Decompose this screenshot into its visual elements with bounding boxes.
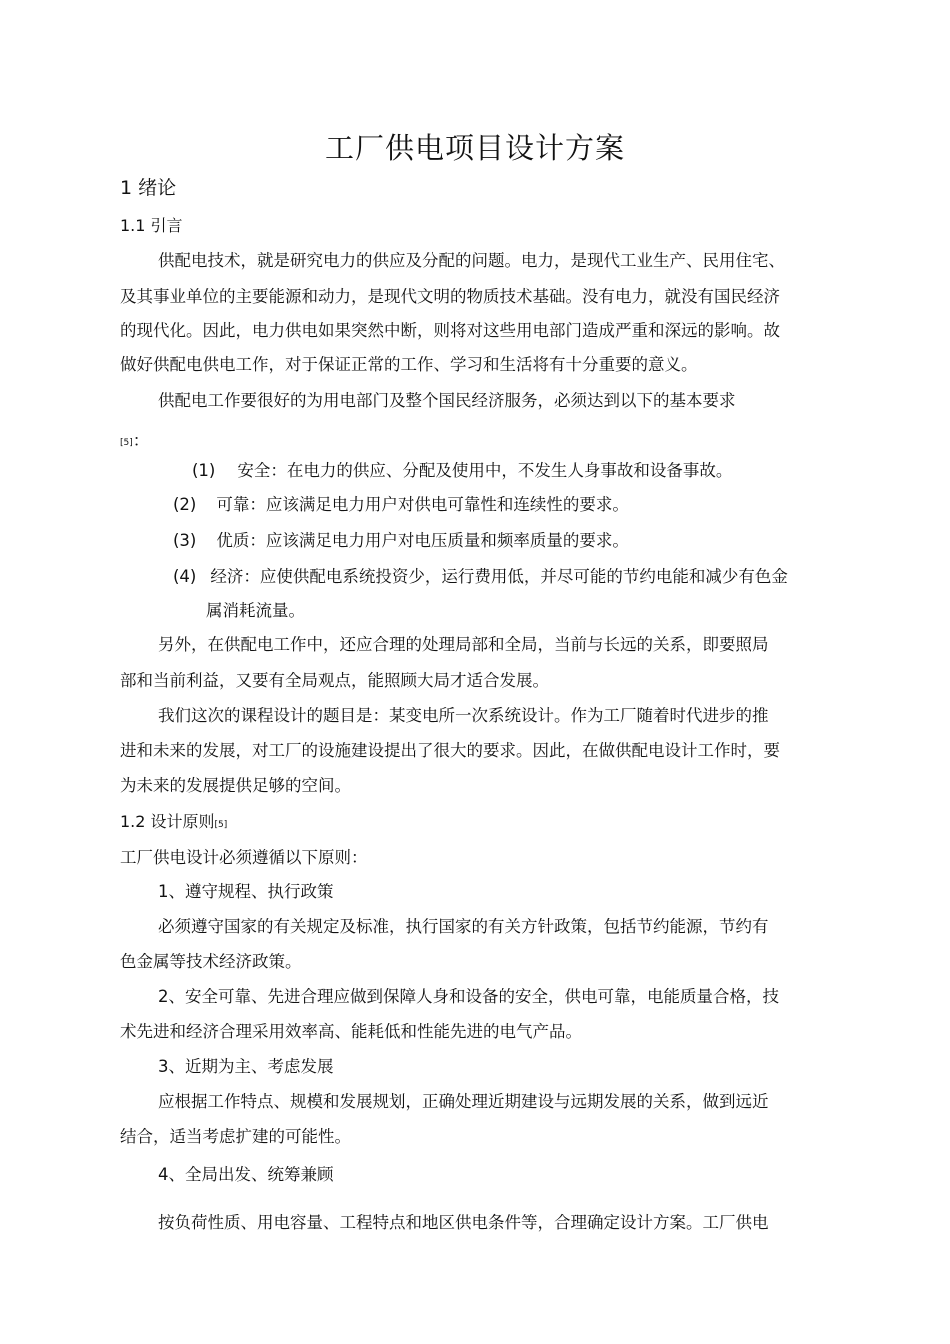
- item-text: 可靠：应该满足电力用户对供电可靠性和连续性的要求。: [216, 495, 629, 514]
- document-title: 工厂供电项目设计方案: [324, 131, 625, 165]
- item-number: (3): [173, 531, 197, 550]
- paragraph-line: 部和当前利益，又要有全局观点，能照顾大局才适合发展。: [120, 671, 549, 690]
- section-heading-1-2: [120, 811, 227, 836]
- paragraph-line: 工厂供电设计必须遵循以下原则：: [120, 848, 368, 867]
- citation-line: [120, 430, 149, 454]
- principle-heading: 3、近期为主、考虑发展: [158, 1057, 334, 1076]
- item-text: 优质：应该满足电力用户对电压质量和频率质量的要求。: [216, 531, 629, 550]
- paragraph-line: 按负荷性质、用电容量、工程特点和地区供电条件等，合理确定设计方案。工厂供电: [158, 1213, 769, 1232]
- paragraph-line: 色金属等技术经济政策。: [120, 952, 302, 971]
- citation-ref: [5]: [214, 820, 228, 830]
- paragraph-line: 结合，适当考虑扩建的可能性。: [120, 1127, 351, 1146]
- paragraph-line: 应根据工作特点、规模和发展规划，正确处理近期建设与远期发展的关系，做到远近: [158, 1092, 769, 1111]
- requirement-item: [173, 494, 629, 516]
- paragraph-line: 做好供配电供电工作，对于保证正常的工作、学习和生活将有十分重要的意义。: [120, 355, 698, 374]
- requirement-item: [192, 460, 732, 482]
- paragraph-line: 供配电工作要很好的为用电部门及整个国民经济服务，必须达到以下的基本要求: [158, 391, 736, 410]
- requirement-item-continuation: 属消耗流量。: [206, 601, 305, 620]
- section-heading-1: 1 绪论: [120, 177, 177, 199]
- principle-heading: 1、遵守规程、执行政策: [158, 882, 334, 901]
- requirement-item: [173, 530, 629, 552]
- paragraph-line: 我们这次的课程设计的题目是：某变电所一次系统设计。作为工厂随着时代进步的推: [158, 706, 769, 725]
- item-text: 经济：应使供配电系统投资少，运行费用低，并尽可能的节约电能和减少有色金: [210, 567, 788, 586]
- section-heading-1-1: 1.1 引言: [120, 216, 183, 235]
- paragraph-line: 的现代化。因此，电力供电如果突然中断，则将对这些用电部门造成严重和深远的影响。故: [120, 321, 780, 340]
- principle-heading: 4、全局出发、统筹兼顾: [158, 1165, 334, 1184]
- paragraph-line: 另外，在供配电工作中，还应合理的处理局部和全局，当前与长远的关系，即要照局: [158, 635, 769, 654]
- section-title: 1.2 设计原则: [120, 812, 215, 831]
- paragraph-line: 供配电技术，就是研究电力的供应及分配的问题。电力，是现代工业生产、民用住宅、: [158, 251, 785, 270]
- paragraph-line: 为未来的发展提供足够的空间。: [120, 776, 351, 795]
- requirement-item: [173, 566, 788, 588]
- item-number: (2): [173, 495, 197, 514]
- paragraph-line: 及其事业单位的主要能源和动力，是现代文明的物质技术基础。没有电力，就没有国民经济: [120, 287, 780, 306]
- item-number: (1): [192, 461, 216, 480]
- item-number: (4): [173, 567, 197, 586]
- paragraph-line: 进和未来的发展，对工厂的设施建设提出了很大的要求。因此，在做供配电设计工作时，要: [120, 741, 780, 760]
- citation-ref: [5]: [120, 438, 133, 448]
- paragraph-line: 必须遵守国家的有关规定及标准，执行国家的有关方针政策，包括节约能源，节约有: [158, 917, 769, 936]
- paragraph-line: 2、安全可靠、先进合理应做到保障人身和设备的安全，供电可靠，电能质量合格，技: [158, 987, 779, 1006]
- item-text: 安全：在电力的供应、分配及使用中，不发生人身事故和设备事故。: [237, 461, 733, 480]
- paragraph-line: 术先进和经济合理采用效率高、能耗低和性能先进的电气产品。: [120, 1022, 582, 1041]
- colon: ：: [132, 431, 150, 450]
